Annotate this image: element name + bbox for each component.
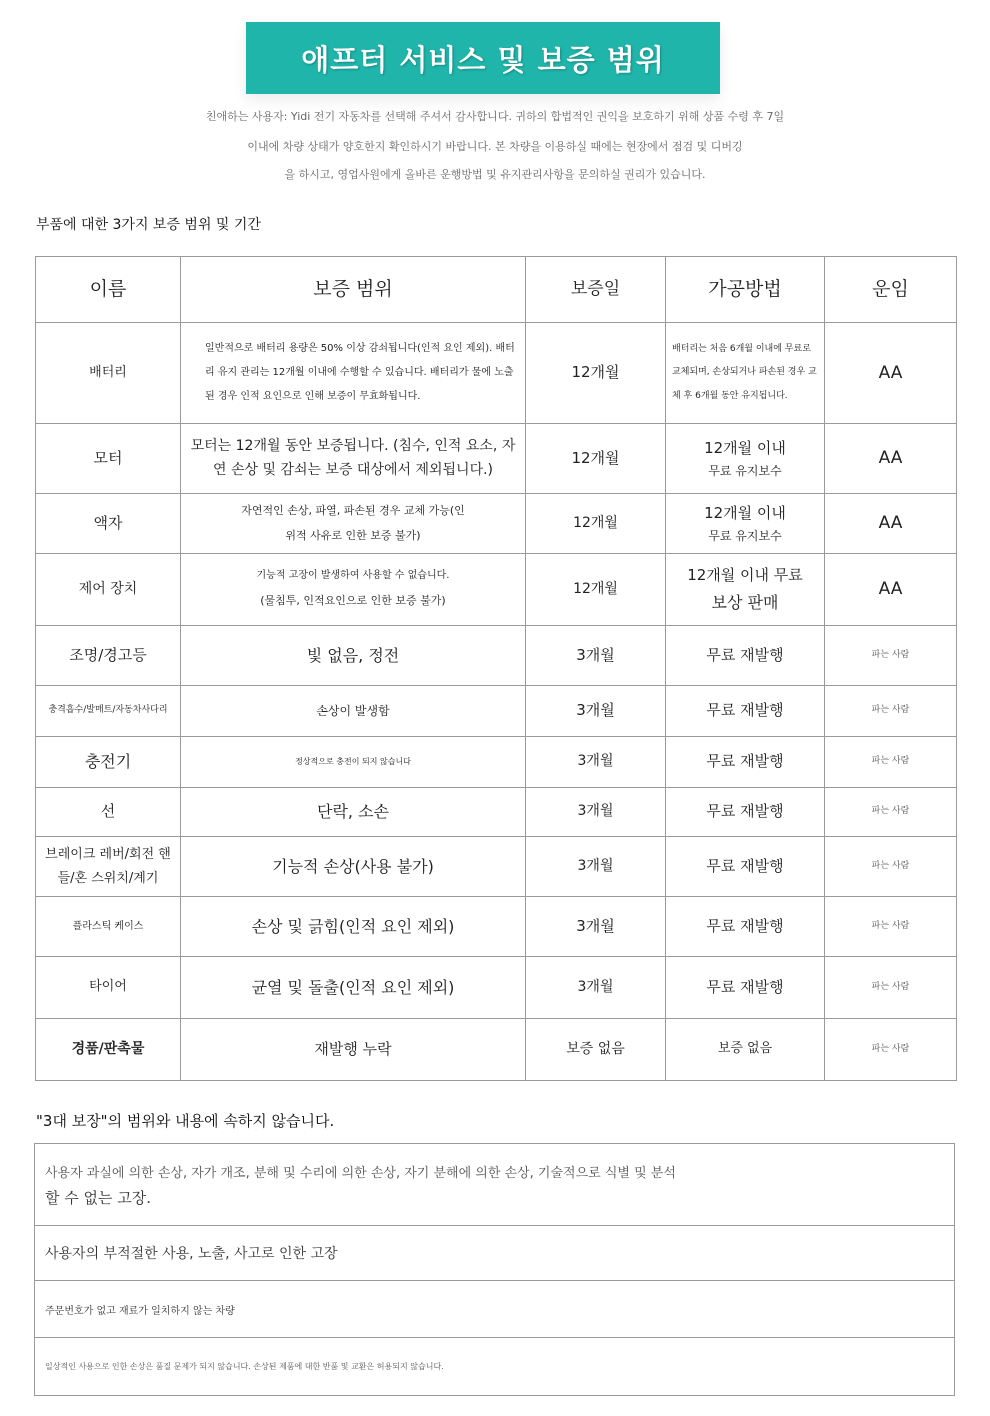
- row-method-main: 12개월 이내: [704, 503, 786, 522]
- row-method-sub: 보상 판매: [711, 592, 779, 612]
- row-shipping: 파는 사람: [825, 788, 957, 837]
- exclusion-row: [35, 1226, 955, 1281]
- row-scope: 단락, 소손: [181, 788, 526, 837]
- exclusions-table: [34, 1143, 955, 1396]
- row-period: 보증 없음: [526, 1019, 666, 1081]
- row-method: [666, 494, 825, 554]
- row-scope: 손상이 발생함: [181, 686, 526, 737]
- header-shipping: 운임: [825, 257, 957, 323]
- row-method: 무료 재발행: [666, 686, 825, 737]
- row-name: 조명/경고등: [36, 626, 181, 686]
- row-shipping: AA: [825, 554, 957, 626]
- row-shipping: 파는 사람: [825, 737, 957, 788]
- row-period: 12개월: [526, 494, 666, 554]
- row-period: 3개월: [526, 686, 666, 737]
- table-row: [36, 837, 957, 897]
- intro-line-2: 이내에 차량 상태가 양호한지 확인하시기 바랍니다. 본 차량을 이용하실 때에는 현장에서 점검 및 디버깅: [247, 140, 743, 153]
- row-name: 충전기: [36, 737, 181, 788]
- row-method: 무료 재발행: [666, 626, 825, 686]
- row-name: 브레이크 레버/회전 핸들/혼 스위치/계기: [36, 837, 181, 897]
- row-period: 12개월: [526, 424, 666, 494]
- header-method: 가공방법: [666, 257, 825, 323]
- section-title-exclusions: "3대 보장"의 범위와 내용에 속하지 않습니다.: [36, 1112, 335, 1130]
- row-shipping: AA: [825, 323, 957, 424]
- table-row: [36, 686, 957, 737]
- table-row: [36, 626, 957, 686]
- table-row: [36, 1019, 957, 1081]
- row-method: 무료 재발행: [666, 737, 825, 788]
- row-name: 타이어: [36, 957, 181, 1019]
- title-banner: [246, 22, 720, 94]
- exclusion-item: 일상적인 사용으로 인한 손상은 품질 문제가 되지 않습니다. 손상된 제품에 대한 반품 및 교환은 허용되지 않습니다.: [35, 1338, 955, 1396]
- section-title-warranty: 부품에 대한 3가지 보증 범위 및 기간: [36, 217, 261, 233]
- row-scope: 손상 및 긁힘(인적 요인 제외): [181, 897, 526, 957]
- row-method-sub: 무료 유지보수: [708, 464, 782, 479]
- row-scope: 모터는 12개월 동안 보증됩니다. (침수, 인적 요소, 자연 손상 및 감쇠는 보증 대상에서 제외됩니다.): [181, 424, 526, 494]
- row-period: 3개월: [526, 737, 666, 788]
- row-name: 제어 장치: [36, 554, 181, 626]
- row-shipping: 파는 사람: [825, 686, 957, 737]
- row-period: 3개월: [526, 837, 666, 897]
- row-shipping: AA: [825, 494, 957, 554]
- row-name: 모터: [36, 424, 181, 494]
- row-period: 12개월: [526, 554, 666, 626]
- intro-line-1: 친애하는 사용자: Yidi 전기 자동차를 선택해 주셔서 감사합니다. 귀하의 합법적인 권익을 보호하기 위해 상품 수령 후 7일: [205, 110, 785, 123]
- header-period: 보증일: [526, 257, 666, 323]
- row-shipping: 파는 사람: [825, 897, 957, 957]
- row-scope: 기능적 손상(사용 불가): [181, 837, 526, 897]
- row-period: 3개월: [526, 957, 666, 1019]
- table-header-row: [36, 257, 957, 323]
- exclusion-row: [35, 1338, 955, 1396]
- header-scope: 보증 범위: [181, 257, 526, 323]
- row-scope: 정상적으로 충전이 되지 않습니다: [181, 737, 526, 788]
- table-row: [36, 494, 957, 554]
- header-name: 이름: [36, 257, 181, 323]
- row-scope: 자연적인 손상, 파열, 파손된 경우 교체 가능(인위적 사유로 인한 보증 불가): [181, 494, 526, 554]
- row-shipping: 파는 사람: [825, 1019, 957, 1081]
- exclusion-line-1: 사용자 과실에 의한 손상, 자가 개조, 분해 및 수리에 의한 손상, 자기 분해에 의한 손상, 기술적으로 식별 및 분석: [45, 1165, 676, 1181]
- table-row: [36, 554, 957, 626]
- table-row: [36, 737, 957, 788]
- row-method-main: 12개월 이내: [704, 438, 786, 457]
- row-scope-line-2: (물침투, 인적요인으로 인한 보증 불가): [260, 594, 446, 608]
- row-shipping: 파는 사람: [825, 626, 957, 686]
- row-name: 액자: [36, 494, 181, 554]
- row-method: 무료 재발행: [666, 897, 825, 957]
- row-shipping: 파는 사람: [825, 837, 957, 897]
- row-name: 플라스틱 케이스: [36, 897, 181, 957]
- exclusion-item: 사용자의 부적절한 사용, 노출, 사고로 인한 고장: [35, 1226, 955, 1281]
- row-scope: 균열 및 돌출(인적 요인 제외): [181, 957, 526, 1019]
- row-scope: 빛 없음, 정전: [181, 626, 526, 686]
- row-period: 12개월: [526, 323, 666, 424]
- row-name: 선: [36, 788, 181, 837]
- table-row: [36, 788, 957, 837]
- row-method: [666, 554, 825, 626]
- row-scope: 재발행 누락: [181, 1019, 526, 1081]
- page-title: 애프터 서비스 및 보증 범위: [301, 42, 665, 77]
- table-row: [36, 957, 957, 1019]
- row-name: 충격흡수/발매트/자동차사다리: [36, 686, 181, 737]
- intro-line-3: 을 하시고, 영업사원에게 올바른 운행방법 및 유지관리사항을 문의하실 권리가 있습니다.: [284, 168, 706, 181]
- row-period: 3개월: [526, 626, 666, 686]
- table-row: [36, 424, 957, 494]
- warranty-table: [35, 256, 957, 1081]
- row-scope-line-1: 기능적 고장이 발생하여 사용할 수 없습니다.: [256, 570, 450, 582]
- row-period: 3개월: [526, 897, 666, 957]
- row-method: 무료 재발행: [666, 957, 825, 1019]
- exclusion-row: [35, 1281, 955, 1338]
- exclusion-item: [35, 1144, 955, 1226]
- row-scope: [181, 554, 526, 626]
- row-period: 3개월: [526, 788, 666, 837]
- row-name: 배터리: [36, 323, 181, 424]
- row-shipping: AA: [825, 424, 957, 494]
- table-row: [36, 323, 957, 424]
- row-shipping: 파는 사람: [825, 957, 957, 1019]
- row-method: 무료 재발행: [666, 837, 825, 897]
- row-name: 경품/판촉물: [36, 1019, 181, 1081]
- row-method: 무료 재발행: [666, 788, 825, 837]
- table-row: [36, 897, 957, 957]
- row-method-sub: 무료 유지보수: [708, 529, 782, 544]
- row-scope: 일반적으로 배터리 용량은 50% 이상 감쇠됩니다(인적 요인 제외). 배터리 유지 관리는 12개월 이내에 수행할 수 있습니다. 배터리가 물에 노출된 경우 인적 요인으로 인해 보증이 무효화됩니다.: [181, 323, 526, 424]
- row-method: [666, 424, 825, 494]
- row-method: 배터리는 처음 6개월 이내에 무료로 교체되며, 손상되거나 파손된 경우 교체 후 6개월 동안 유지됩니다.: [666, 323, 825, 424]
- exclusion-line-2: 할 수 없는 고장.: [45, 1188, 152, 1207]
- row-method: 보증 없음: [666, 1019, 825, 1081]
- exclusion-row: [35, 1144, 955, 1226]
- exclusion-item: 주문번호가 없고 재료가 일치하지 않는 차량: [35, 1281, 955, 1338]
- row-method-main: 12개월 이내 무료: [687, 566, 803, 585]
